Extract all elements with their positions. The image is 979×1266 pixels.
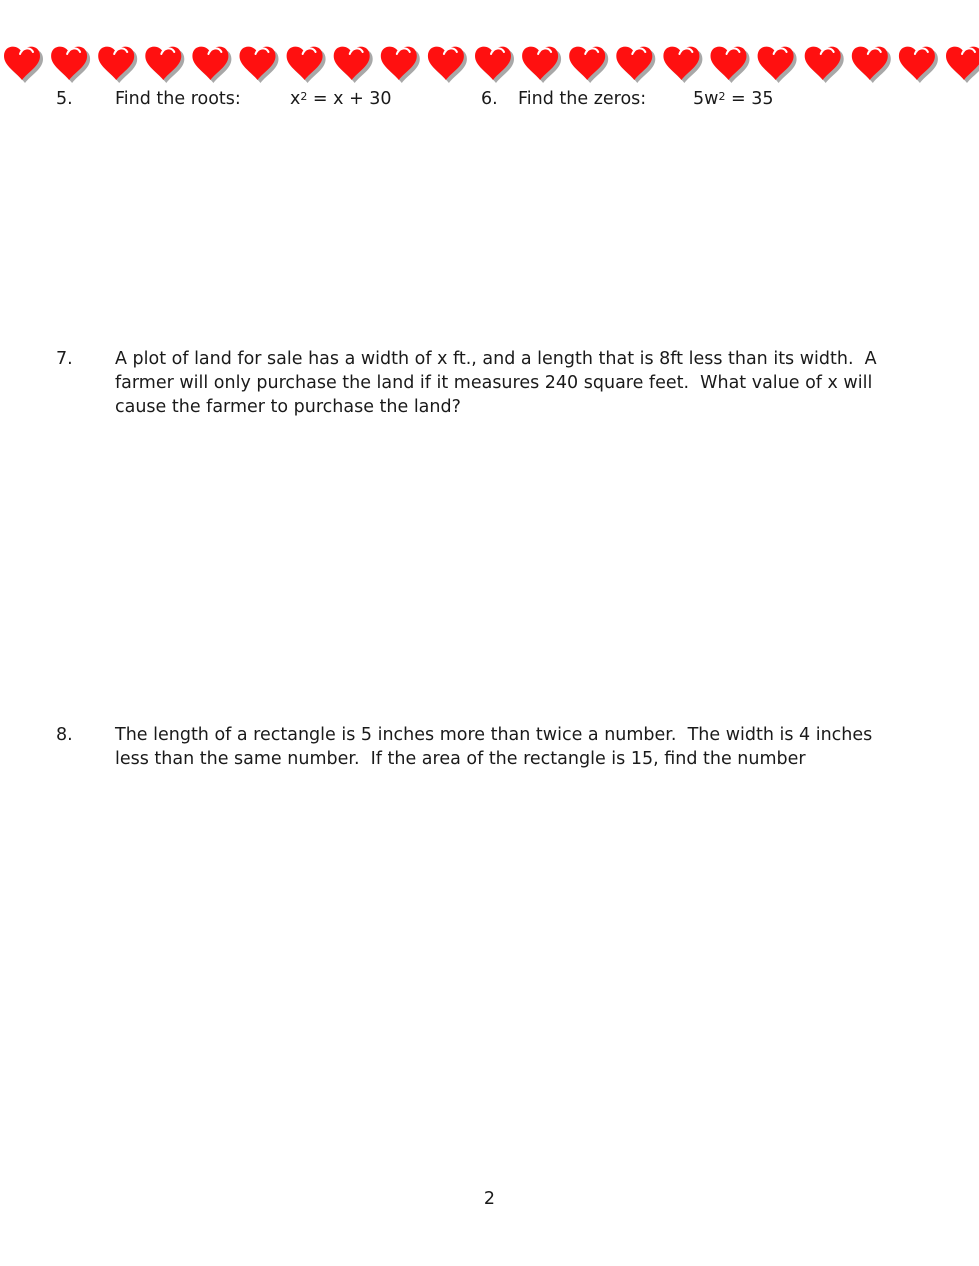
problem-6: [0, 87, 979, 111]
heart-icon: [899, 47, 938, 83]
problem-prompt: Find the zeros:: [518, 89, 647, 109]
heart-icon: [51, 47, 90, 83]
heart-icon: [192, 47, 231, 83]
problem-number: 7.: [56, 349, 73, 369]
heart-icon: [334, 47, 373, 83]
problem-line: less than the same number. If the area of the rectangle is 15, find the number: [115, 749, 806, 769]
heart-icon: [946, 47, 979, 83]
heart-border-graphic: [0, 40, 979, 84]
heart-icon: [287, 47, 326, 83]
problem-text: [115, 347, 935, 419]
equation-base: 5w: [693, 89, 719, 109]
heart-icon: [475, 47, 514, 83]
heart-icon: [569, 47, 608, 83]
problem-line: The length of a rectangle is 5 inches more than twice a number. The width is 4 inches: [115, 725, 873, 745]
heart-icon: [805, 47, 844, 83]
page-number: 2: [483, 1189, 496, 1209]
equation-rhs: = 35: [725, 89, 774, 109]
equation-exponent: 2: [300, 90, 308, 103]
heart-icon: [98, 47, 137, 83]
heart-icon: [4, 47, 43, 83]
equation-base: x: [290, 89, 301, 109]
heart-icon: [663, 47, 702, 83]
heart-icon: [852, 47, 891, 83]
problem-number: 5.: [56, 89, 73, 109]
equation-exponent: 2: [718, 90, 726, 103]
heart-icon: [240, 47, 279, 83]
heart-icon: [428, 47, 467, 83]
problem-prompt: Find the roots:: [115, 89, 241, 109]
heart-icon: [616, 47, 655, 83]
equation: [693, 87, 774, 111]
heart-border: [0, 40, 979, 84]
problem-number: 8.: [56, 725, 73, 745]
heart-icon: [522, 47, 561, 83]
problem-line: cause the farmer to purchase the land?: [115, 397, 461, 417]
problem-number: 6.: [481, 89, 498, 109]
heart-icon: [381, 47, 420, 83]
heart-icon: [145, 47, 184, 83]
heart-icon: [758, 47, 797, 83]
equation-rhs: = x + 30: [307, 89, 392, 109]
problem-line: A plot of land for sale has a width of x ft., and a length that is 8ft less than its width. A: [115, 349, 877, 369]
problem-line: farmer will only purchase the land if it measures 240 square feet. What value of x will: [115, 373, 873, 393]
heart-icon: [711, 47, 750, 83]
problem-text: [115, 723, 935, 771]
